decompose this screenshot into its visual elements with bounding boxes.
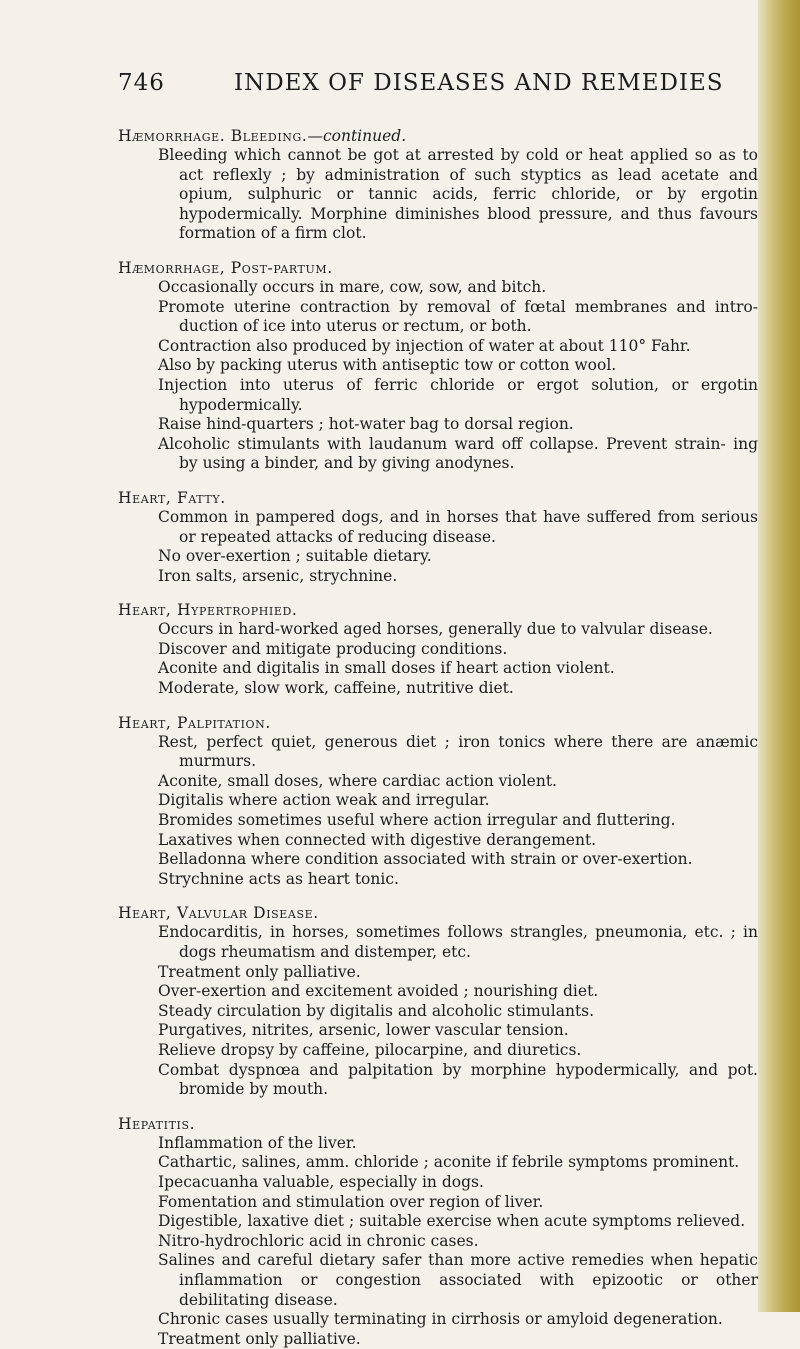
entry-heading-text: Hæmorrhage, Post-partum. bbox=[118, 258, 333, 277]
entry-text-line: Also by packing uterus with antiseptic tow or cotton wool. bbox=[158, 356, 617, 375]
entry-text-line: Rest, perfect quiet, generous diet ; iron tonics where there are anæmic murmurs. bbox=[158, 732, 758, 771]
entry-heading bbox=[118, 600, 758, 620]
index-entry bbox=[118, 488, 758, 586]
entry-heading-text: Heart, Valvular Disease. bbox=[118, 904, 319, 923]
entry-text-line: Combat dyspnœa and palpitation by morphine hypodermically, and pot. bromide by mouth. bbox=[158, 1060, 758, 1099]
entry-text-line: Discover and mitigate producing conditions. bbox=[158, 639, 508, 658]
entry-text-line: Laxatives when connected with digestive derangement. bbox=[158, 830, 597, 849]
entry-text-line: Moderate, slow work, caffeine, nutritive diet. bbox=[158, 679, 514, 698]
entry-text-line: Over-exertion and excitement avoided ; nourishing diet. bbox=[158, 982, 599, 1001]
entry-text-line: Salines and careful dietary safer than more active remedies when hepatic inflammation or congestion associated with epizootic or other debilitating disease. bbox=[158, 1251, 758, 1309]
header-title: INDEX OF DISEASES AND REMEDIES bbox=[234, 70, 724, 96]
entry-text-line: Bromides sometimes useful where action irregular and fluttering. bbox=[158, 811, 676, 830]
entry-heading bbox=[118, 126, 758, 146]
entry-text-line: Iron salts, arsenic, strychnine. bbox=[158, 566, 398, 585]
index-entries bbox=[118, 126, 758, 1349]
entry-heading bbox=[118, 1114, 758, 1134]
book-page bbox=[118, 70, 758, 1349]
entry-text-line: Raise hind-quarters ; hot-water bag to dorsal region. bbox=[158, 415, 574, 434]
entry-heading-text: Hæmorrhage. Bleeding. bbox=[118, 127, 308, 145]
entry-text-line: Relieve dropsy by caffeine, pilocarpine, and diuretics. bbox=[158, 1040, 582, 1059]
entry-heading bbox=[118, 903, 758, 923]
entry-text-line: Cathartic, salines, amm. chloride ; aconite if febrile symptoms prominent. bbox=[158, 1153, 740, 1172]
entry-text-line: No over-exertion ; suitable dietary. bbox=[158, 547, 432, 566]
entry-text-line: Inflammation of the liver. bbox=[158, 1133, 357, 1152]
entry-text-line: Purgatives, nitrites, arsenic, lower vascular tension. bbox=[158, 1021, 569, 1040]
entry-text-line: Fomentation and stimulation over region of liver. bbox=[158, 1192, 544, 1211]
entry-heading bbox=[118, 258, 758, 278]
running-header bbox=[118, 70, 758, 104]
entry-text-line: Contraction also produced by injection of water at about 110° Fahr. bbox=[158, 336, 691, 355]
entry-text-line: Treatment only palliative. bbox=[158, 962, 361, 981]
entry-text-line: Endocarditis, in horses, sometimes follows strangles, pneumonia, etc. ; in dogs rheumatism and distemper, etc. bbox=[158, 923, 758, 961]
index-entry bbox=[118, 258, 758, 474]
entry-heading bbox=[118, 713, 758, 733]
entry-heading-text: Heart, Fatty. bbox=[118, 488, 226, 507]
entry-text-line: Aconite, small doses, where cardiac action violent. bbox=[158, 771, 557, 790]
entry-text-line: Steady circulation by digitalis and alcoholic stimulants. bbox=[158, 1001, 595, 1020]
entry-heading-text: Hepatitis. bbox=[118, 1114, 196, 1133]
entry-heading-text: Heart, Hypertrophied. bbox=[118, 601, 298, 620]
page-number: 746 bbox=[118, 70, 165, 96]
entry-text-line: Bleeding which cannot be got at arrested by cold or heat applied so as to act reflexly ; by administration of such styptics as lead acetate and opium, sulphuric or tannic acids, ferric chloride, or by ergotin hypodermically. Morphine diminishes blood pressure, and thus favours formation of a firm clot. bbox=[158, 146, 758, 243]
entry-heading bbox=[118, 488, 758, 508]
entry-text-line: Digitalis where action weak and irregular. bbox=[158, 791, 490, 810]
index-entry bbox=[118, 713, 758, 890]
entry-text-line: Aconite and digitalis in small doses if heart action violent. bbox=[158, 659, 615, 678]
entry-text-line: Common in pampered dogs, and in horses that have suffered from serious or repeated attacks of reducing disease. bbox=[158, 507, 758, 546]
entry-text-line: Occasionally occurs in mare, cow, sow, and bitch. bbox=[158, 277, 547, 296]
entry-text-line: Ipecacuanha valuable, especially in dogs. bbox=[158, 1172, 484, 1191]
index-entry bbox=[118, 903, 758, 1099]
entry-text-line: Belladonna where condition associated with strain or over-exertion. bbox=[158, 850, 693, 869]
entry-text-line: Nitro-hydrochloric acid in chronic cases. bbox=[158, 1231, 479, 1250]
index-entry bbox=[118, 1114, 758, 1349]
entry-heading-text: Heart, Palpitation. bbox=[118, 713, 271, 732]
entry-text-line: Chronic cases usually terminating in cirrhosis or amyloid degeneration. bbox=[158, 1310, 723, 1329]
entry-text-line: Strychnine acts as heart tonic. bbox=[158, 869, 399, 888]
entry-text-line: Treatment only palliative. bbox=[158, 1329, 361, 1348]
entry-text-line: Alcoholic stimulants with laudanum ward off collapse. Prevent strain- ing by using a binder, and by giving anodynes. bbox=[158, 434, 758, 473]
index-entry bbox=[118, 600, 758, 698]
entry-continued: —continued. bbox=[307, 127, 407, 145]
entry-text-line: Occurs in hard-worked aged horses, generally due to valvular disease. bbox=[158, 620, 713, 639]
entry-text-line: Digestible, laxative diet ; suitable exercise when acute symptoms relieved. bbox=[158, 1212, 746, 1231]
page-edge bbox=[758, 0, 800, 1312]
entry-text-line: Promote uterine contraction by removal of fœtal membranes and intro- duction of ice into uterus or rectum, or both. bbox=[158, 297, 758, 336]
entry-text-line: Injection into uterus of ferric chloride or ergot solution, or ergotin hypodermically. bbox=[158, 375, 758, 414]
index-entry bbox=[118, 126, 758, 244]
